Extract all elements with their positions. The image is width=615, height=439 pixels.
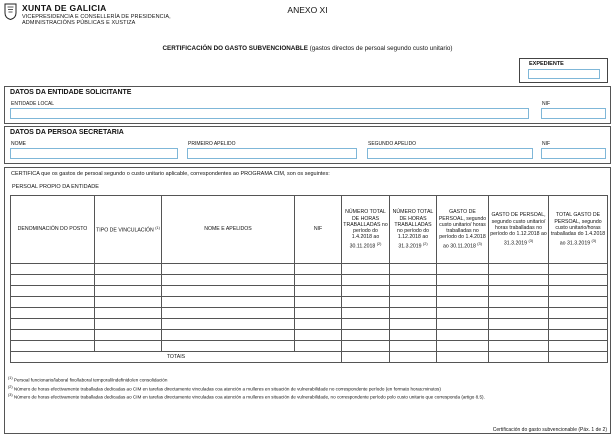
- table-cell[interactable]: [342, 319, 390, 330]
- table-cell[interactable]: [11, 308, 95, 319]
- table-cell[interactable]: [342, 286, 390, 297]
- table-cell[interactable]: [162, 286, 295, 297]
- column-header-note-ref: (3): [477, 241, 482, 246]
- table-row: [11, 319, 608, 330]
- table-cell[interactable]: [162, 264, 295, 275]
- entidade-section-title: DATOS DA ENTIDADE SOLICITANTE: [10, 89, 132, 96]
- column-header: [342, 196, 390, 264]
- table-cell[interactable]: [549, 286, 608, 297]
- table-row: [11, 286, 608, 297]
- table-row: [11, 330, 608, 341]
- department-line-2: ADMINISTRACIÓNS PÚBLICAS E XUSTIZA: [22, 20, 136, 26]
- table-cell[interactable]: [390, 297, 437, 308]
- column-header-text: TIPO DE VINCULACIÓN: [96, 227, 154, 234]
- table-cell[interactable]: [549, 308, 608, 319]
- table-cell[interactable]: [11, 330, 95, 341]
- footnote-text: Persoal funcionario/laboral fixo/laboral temporal/indefinido/en consolidación: [12, 377, 168, 383]
- column-header: [95, 196, 162, 264]
- table-cell[interactable]: [11, 319, 95, 330]
- table-cell[interactable]: [390, 286, 437, 297]
- table-cell[interactable]: [489, 275, 549, 286]
- table-cell[interactable]: [437, 297, 489, 308]
- primeiro-apelido-input[interactable]: [187, 148, 357, 159]
- table-cell[interactable]: [489, 308, 549, 319]
- footnote-text: Número de horas efectivamente traballadas dedicadas ao CIM en tarefas directamente vinculadas coa atención a mulleres en situación de vulnerabilidade, no correspondente período polo custo unitario que corresponda (artigo 8.5).: [12, 394, 485, 400]
- table-cell[interactable]: [95, 308, 162, 319]
- expediente-label: EXPEDIENTE: [529, 61, 564, 67]
- table-cell[interactable]: [342, 308, 390, 319]
- table-cell[interactable]: [549, 297, 608, 308]
- column-header-text: GASTO DE PERSOAL, segundo custo unitario/ horas traballadas no período do 1.4.2018 ao 30.11.2018: [438, 209, 487, 250]
- table-cell[interactable]: [342, 341, 390, 352]
- column-header: [295, 196, 342, 264]
- personal-table: [10, 195, 608, 363]
- table-cell[interactable]: [11, 341, 95, 352]
- table-cell[interactable]: [162, 308, 295, 319]
- table-cell[interactable]: [390, 308, 437, 319]
- table-cell[interactable]: [489, 341, 549, 352]
- entidade-section: [4, 86, 611, 124]
- table-cell[interactable]: [549, 264, 608, 275]
- entidade-nif-label: NIF: [542, 101, 551, 107]
- table-cell[interactable]: [549, 330, 608, 341]
- table-row: [11, 308, 608, 319]
- table-cell[interactable]: [295, 264, 342, 275]
- secretaria-section: [4, 126, 611, 164]
- certifica-text: CERTIFICA que os gastos de persoal segundo o custo unitario aplicable, correspondentes ao PROGRAMA CIM, son os seguintes:: [11, 171, 330, 177]
- table-cell[interactable]: [489, 264, 549, 275]
- column-header-note-ref: (3): [591, 238, 597, 243]
- table-cell[interactable]: [342, 264, 390, 275]
- table-cell[interactable]: [489, 297, 549, 308]
- secretaria-nif-label: NIF: [542, 141, 551, 147]
- column-header-note-ref: (1): [155, 225, 160, 230]
- table-cell[interactable]: [390, 330, 437, 341]
- footnote: [8, 392, 608, 401]
- column-header-text: DENOMINACIÓN DO POSTO: [17, 226, 88, 233]
- table-cell[interactable]: [437, 275, 489, 286]
- certification-title-rest: (gastos directos de persoal segundo custo unitario): [307, 45, 453, 52]
- column-header-text: GASTO DE PERSOAL, segundo custo unitario/ horas traballadas no período do 1.12.2018 ao 31.3.2019: [490, 212, 547, 247]
- table-cell[interactable]: [295, 341, 342, 352]
- page-footer: Certificación do gasto subvencionable (Páx. 1 de 2): [492, 427, 607, 433]
- column-header: [162, 196, 295, 264]
- expediente-input[interactable]: [528, 69, 600, 79]
- table-cell[interactable]: [295, 286, 342, 297]
- footnote: [8, 384, 608, 393]
- table-cell[interactable]: [95, 297, 162, 308]
- table-cell[interactable]: [437, 319, 489, 330]
- footnote-ref: (2): [8, 384, 13, 389]
- org-name: XUNTA DE GALICIA: [22, 3, 107, 13]
- entidade-nif-input[interactable]: [541, 108, 606, 119]
- footnotes: [8, 375, 608, 401]
- annex-title: ANEXO XI: [287, 5, 328, 15]
- column-header: [489, 196, 549, 264]
- nome-label: NOME: [11, 141, 26, 147]
- table-cell[interactable]: [390, 341, 437, 352]
- table-cell[interactable]: [95, 319, 162, 330]
- certification-title-bold: CERTIFICACIÓN DO GASTO SUBVENCIONABLE: [162, 45, 308, 52]
- table-cell[interactable]: [489, 319, 549, 330]
- table-cell[interactable]: [162, 319, 295, 330]
- secretaria-section-title: DATOS DA PERSOA SECRETARIA: [10, 129, 124, 136]
- table-cell[interactable]: [162, 297, 295, 308]
- table-cell[interactable]: [11, 264, 95, 275]
- table-cell[interactable]: [489, 286, 549, 297]
- table-cell[interactable]: [95, 275, 162, 286]
- column-header-text: TOTAL GASTO DE PERSOAL, segundo custo unitario/horas traballadas do 1.4.2018 ao 31.3.2019: [550, 212, 606, 247]
- table-header-row: [11, 196, 608, 264]
- segundo-apelido-label: SEGUNDO APELIDO: [368, 141, 417, 147]
- table-cell[interactable]: [95, 341, 162, 352]
- certification-title: [0, 45, 615, 52]
- table-cell[interactable]: [162, 341, 295, 352]
- table-row: [11, 341, 608, 352]
- department-line-1: VICEPRESIDENCIA E CONSELLERÍA DE PRESIDENCIA,: [22, 14, 171, 20]
- table-cell[interactable]: [390, 264, 437, 275]
- column-header: [11, 196, 95, 264]
- totals-row: [11, 352, 608, 363]
- table-cell[interactable]: [295, 275, 342, 286]
- entidade-local-label: ENTIDADE LOCAL: [11, 101, 55, 107]
- table-row: [11, 275, 608, 286]
- table-cell[interactable]: [95, 330, 162, 341]
- totals-cell[interactable]: [390, 352, 437, 363]
- table-cell[interactable]: [342, 275, 390, 286]
- table-cell[interactable]: [437, 286, 489, 297]
- table-cell[interactable]: [390, 275, 437, 286]
- totals-cell[interactable]: [342, 352, 390, 363]
- table-cell[interactable]: [295, 330, 342, 341]
- table-row: [11, 297, 608, 308]
- table-cell[interactable]: [95, 264, 162, 275]
- table-cell[interactable]: [11, 297, 95, 308]
- entidade-local-input[interactable]: [10, 108, 529, 119]
- expediente-box: [519, 58, 608, 83]
- column-header: [549, 196, 608, 264]
- column-header-text: NÚMERO TOTAL DE HORAS TRABALLADAS no período do 1.4.2018 ao 30.11.2018: [343, 209, 388, 250]
- personal-table-title: PERSOAL PROPIO DA ENTIDADE: [12, 184, 99, 190]
- column-header: [437, 196, 489, 264]
- footnote-text: Número de horas efectivamente traballadas dedicadas ao CIM en tarefas directamente vinculadas coa atención a mulleres en situación de vulnerabilidade no correspondente período (en formato horas:minutos): [12, 386, 441, 392]
- column-header-note-ref: (2): [422, 241, 428, 246]
- table-cell[interactable]: [11, 275, 95, 286]
- footnote: [8, 375, 608, 384]
- table-cell[interactable]: [549, 319, 608, 330]
- table-cell[interactable]: [489, 330, 549, 341]
- totals-cell[interactable]: [489, 352, 549, 363]
- table-body: [11, 264, 608, 363]
- table-cell[interactable]: [295, 319, 342, 330]
- nome-input[interactable]: [10, 148, 178, 159]
- column-header-note-ref: (2): [376, 241, 382, 246]
- primeiro-apelido-label: PRIMEIRO APELIDO: [188, 141, 236, 147]
- table-cell[interactable]: [437, 308, 489, 319]
- column-header-text: NIF: [313, 226, 323, 233]
- table-cell[interactable]: [437, 264, 489, 275]
- table-cell[interactable]: [390, 319, 437, 330]
- table-cell[interactable]: [342, 330, 390, 341]
- table-cell[interactable]: [549, 341, 608, 352]
- column-header-text: NOME E APELIDOS: [204, 226, 252, 233]
- column-header-note-ref: (3): [528, 238, 534, 243]
- table-cell[interactable]: [11, 286, 95, 297]
- column-header-text: NÚMERO TOTAL DE HORAS TRABALLADAS no período do 1.12.2018 ao 31.3.2019: [392, 209, 434, 250]
- footnote-ref: (1): [8, 376, 13, 380]
- table-cell[interactable]: [95, 286, 162, 297]
- table-cell[interactable]: [295, 308, 342, 319]
- footnote-ref: (3): [8, 393, 13, 398]
- totals-cell[interactable]: [549, 352, 608, 363]
- column-header: [390, 196, 437, 264]
- table-cell[interactable]: [549, 275, 608, 286]
- table-cell[interactable]: [162, 275, 295, 286]
- table-cell[interactable]: [162, 330, 295, 341]
- table-cell[interactable]: [342, 297, 390, 308]
- segundo-apelido-input[interactable]: [367, 148, 533, 159]
- table-cell[interactable]: [437, 330, 489, 341]
- table-cell[interactable]: [437, 341, 489, 352]
- totals-label: TOTAIS: [11, 352, 342, 363]
- totals-cell[interactable]: [437, 352, 489, 363]
- table-cell[interactable]: [295, 297, 342, 308]
- secretaria-nif-input[interactable]: [541, 148, 606, 159]
- table-row: [11, 264, 608, 275]
